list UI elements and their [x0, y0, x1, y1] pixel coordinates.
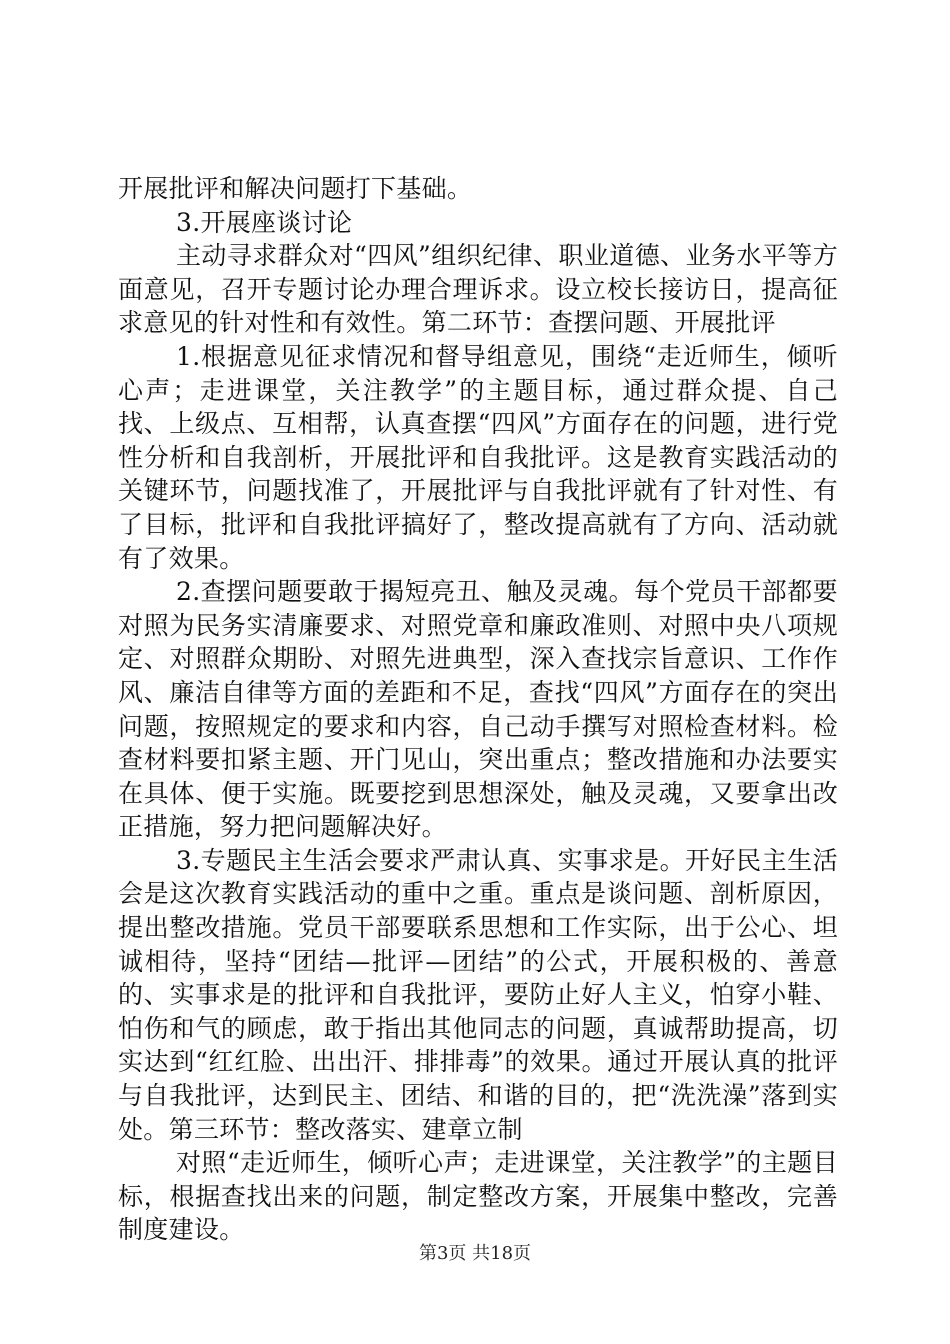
page-footer [0, 1242, 950, 1266]
paragraph-seek-opinions: 主动寻求群众对“四风”组织纪律、职业道德、业务水平等方面意见，召开专题讨论办理合理诉求。设立校长接访日，提高征求意见的针对性和有效性。第二环节：查摆问题、开展批评 [118, 241, 838, 338]
paragraph-point-2: 2.查摆问题要敢于揭短亮丑、触及灵魂。每个党员干部都要对照为民务实清廉要求、对照党章和廉政准则、对照中央八项规定、对照群众期盼、对照先进典型，深入查找宗旨意识、工作作风、廉洁自律等方面的差距和不足，查找“四风”方面存在的突出问题，按照规定的要求和内容，自己动手撰写对照检查材料。检查材料要扣紧主题、开门见山，突出重点；整改措施和办法要实在具体、便于实施。既要挖到思想深处，触及灵魂，又要拿出改正措施，努力把问题解决好。 [118, 577, 838, 842]
paragraph-point-1: 1.根据意见征求情况和督导组意见，围绕“走近师生，倾听心声；走进课堂，关注教学”的主题目标，通过群众提、自己找、上级点、互相帮，认真查摆“四风”方面存在的问题，进行党性分析和自我剖析，开展批评和自我批评。这是教育实践活动的关键环节，问题找准了，开展批评与自我批评就有了针对性、有了目标，批评和自我批评搞好了，整改提高就有了方向、活动就有了效果。 [118, 341, 838, 573]
page-number-label: 第3页 共18页 [418, 1243, 532, 1264]
heading-forum-discussion: 3.开展座谈讨论 [176, 207, 353, 237]
paragraph-rectification: 对照“走近师生，倾听心声；走进课堂，关注教学”的主题目标，根据查找出来的问题，制定整改方案，开展集中整改，完善制度建设。 [118, 1148, 838, 1245]
paragraph-point-3: 3.专题民主生活会要求严肃认真、实事求是。开好民主生活会是这次教育实践活动的重中之重。重点是谈问题、剖析原因，提出整改措施。党员干部要联系思想和工作实际，出于公心、坦诚相待，坚持“团结—批评—团结”的公式，开展积极的、善意的、实事求是的批评和自我批评，要防止好人主义，怕穿小鞋、怕伤和气的顾虑，敢于指出其他同志的问题，真诚帮助提高，切实达到“红红脸、出出汗、排排毒”的效果。通过开展认真的批评与自我批评，达到民主、团结、和谐的目的，把“洗洗澡”落到实处。第三环节：整改落实、建章立制 [118, 845, 838, 1144]
document-body [118, 172, 838, 1247]
paragraph-continuation: 开展批评和解决问题打下基础。 [118, 174, 473, 203]
